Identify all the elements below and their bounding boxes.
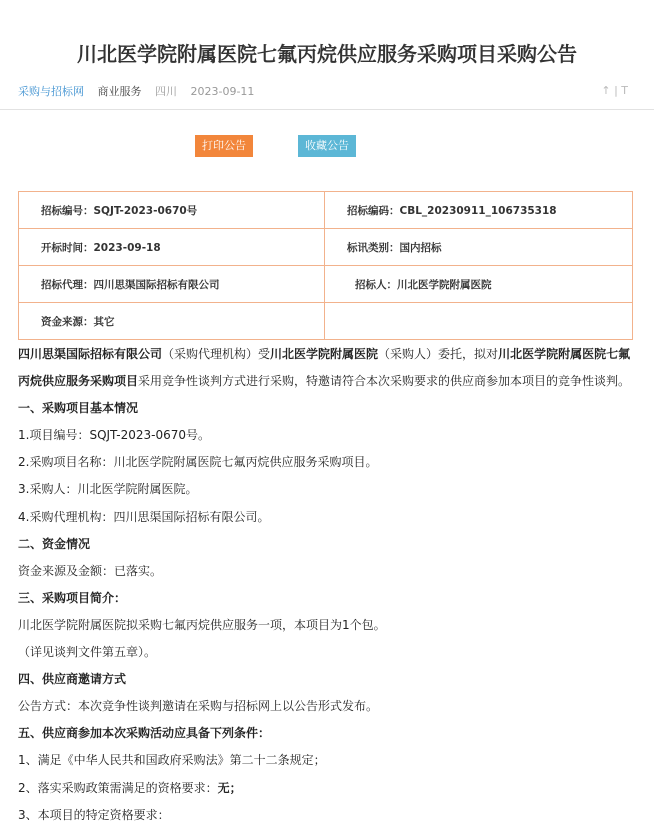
- info-table: [18, 191, 633, 340]
- favorite-button[interactable]: 收藏公告: [298, 135, 356, 157]
- date-label: 2023-09-11: [190, 85, 255, 98]
- empty-cell: [325, 303, 633, 340]
- policy-requirement-value: 无；: [217, 780, 242, 795]
- section-heading: 二、资金情况: [18, 536, 91, 551]
- section-heading: 一、采购项目基本情况: [18, 401, 139, 416]
- category-label: 商业服务: [97, 85, 142, 98]
- intro-paragraph: [18, 341, 640, 395]
- announcement-body: [18, 341, 640, 829]
- table-row: [19, 266, 633, 303]
- list-item: 1、满足《中华人民共和国政府采购法》第二十二条规定；: [18, 753, 326, 768]
- section-heading: 五、供应商参加本次采购活动应具备下列条件：: [18, 726, 271, 741]
- intro-buyer: 川北医学院附属医院: [270, 347, 379, 361]
- list-item: [18, 775, 640, 802]
- bid-code-cell: 招标编码：CBL_20230911_106735318: [325, 192, 633, 229]
- policy-requirement-text: 2、落实采购政策需满足的资格要求：: [18, 780, 218, 795]
- intro-text-1: （采购代理机构）受: [162, 347, 271, 361]
- table-row: [19, 229, 633, 266]
- meta-bar: [18, 83, 264, 99]
- list-item: 川北医学院附属医院拟采购七氟丙烷供应服务一项，本项目为1个包。: [18, 617, 386, 632]
- list-item: （详见谈判文件第五章）。: [18, 645, 157, 660]
- intro-text-3: 采用竞争性谈判方式进行采购，特邀请符合本次采购要求的供应商参加本项目的竞争性谈判。: [138, 374, 631, 389]
- list-item: 3.采购人：川北医学院附属医院。: [18, 482, 198, 497]
- tenderer-cell: 招标人：川北医学院附属医院: [325, 266, 633, 303]
- list-item: 1.项目编号：SQJT-2023-0670号。: [18, 428, 211, 443]
- bid-number-cell: 招标编号：SQJT-2023-0670号: [19, 192, 325, 229]
- list-item: 资金来源及金额：已落实。: [18, 563, 163, 578]
- intro-text-2: （采购人）委托，拟对: [378, 347, 499, 361]
- header-divider: [0, 109, 654, 110]
- list-item: 2.采购项目名称：川北医学院附属医院七氟丙烷供应服务采购项目。: [18, 455, 378, 470]
- intro-agent: 四川思渠国际招标有限公司: [18, 347, 163, 361]
- section-heading: 三、采购项目简介：: [18, 590, 127, 605]
- open-time-cell: 开标时间：2023-09-18: [19, 229, 325, 266]
- page-title: 川北医学院附属医院七氟丙烷供应服务采购项目采购公告: [77, 42, 577, 66]
- list-item: 公告方式：本次竞争性谈判邀请在采购与招标网上以公告形式发布。: [18, 699, 379, 714]
- fund-source-cell: 资金来源：其它: [19, 303, 325, 340]
- print-button[interactable]: 打印公告: [195, 135, 253, 157]
- agent-cell: 招标代理：四川思渠国际招标有限公司: [19, 266, 325, 303]
- source-link[interactable]: 采购与招标网: [18, 85, 84, 98]
- bid-category-cell: 标讯类别：国内招标: [325, 229, 633, 266]
- section-heading: 四、供应商邀请方式: [18, 672, 127, 687]
- table-row: [19, 192, 633, 229]
- region-label: 四川: [155, 85, 177, 98]
- font-size-tools[interactable]: ↑ | T: [601, 84, 628, 97]
- table-row: [19, 303, 633, 340]
- list-item: 4.采购代理机构：四川思渠国际招标有限公司。: [18, 509, 270, 524]
- intro-project: 川北医学院附属医院七氟丙烷供应服务采购项目: [18, 347, 631, 389]
- list-item: 3、本项目的特定资格要求：: [18, 807, 170, 822]
